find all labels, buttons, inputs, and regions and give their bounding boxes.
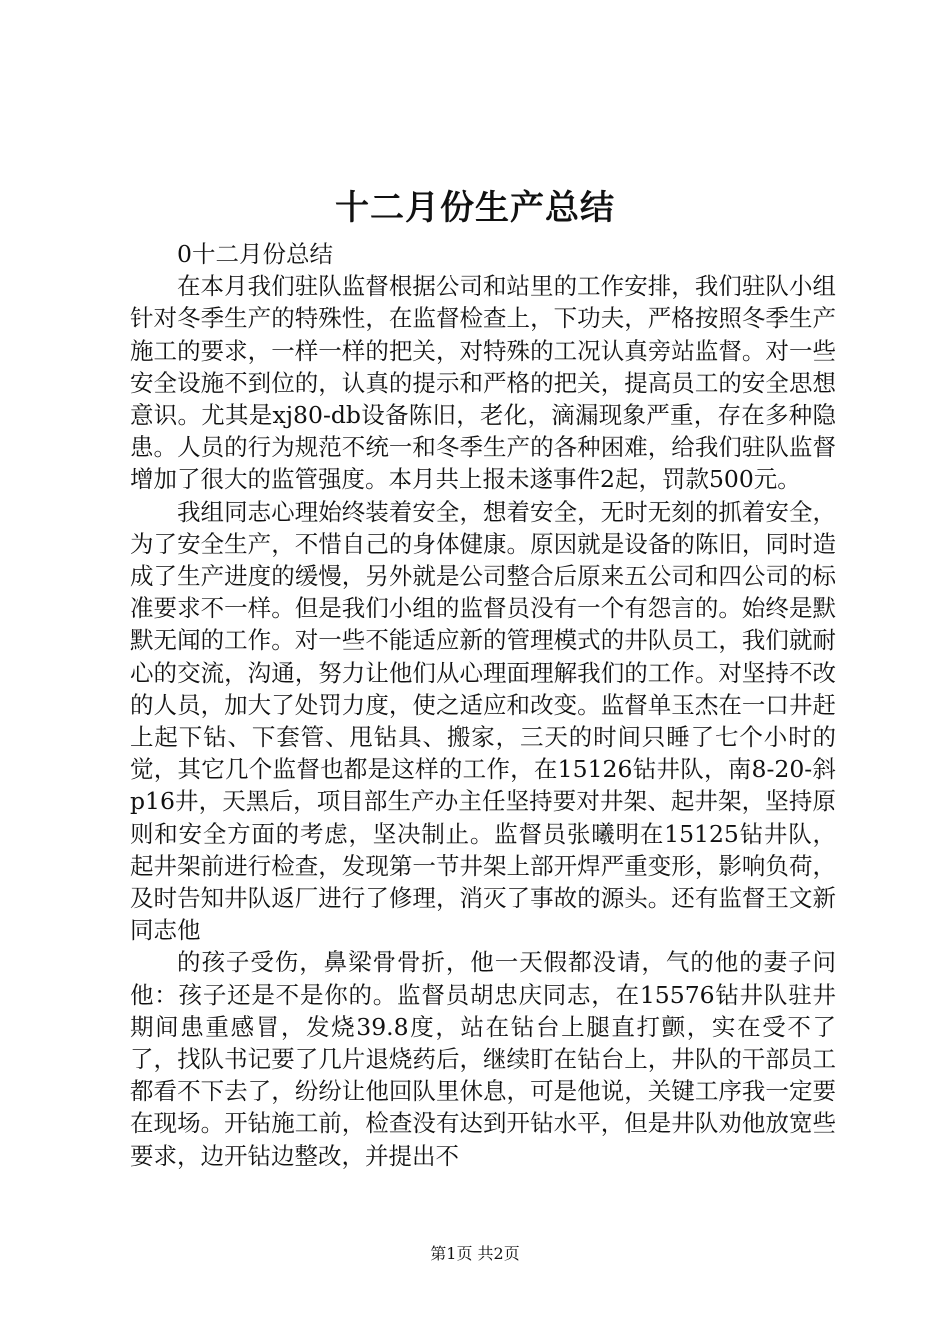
paragraph: 在本月我们驻队监督根据公司和站里的工作安排，我们驻队小组针对冬季生产的特殊性，在监督检查上，下功夫，严格按照冬季生产施工的要求，一样一样的把关，对特殊的工况认真旁站监督。对一些安全设施不到位的，认真的提示和严格的把关，提高员工的安全思想意识。尤其是xj80-db设备陈旧，老化，滴漏现象严重，存在多种隐患。人员的行为规范不统一和冬季生产的各种困难，给我们驻队监督增加了很大的监管强度。本月共上报未遂事件2起，罚款500元。 (130, 272, 836, 494)
paragraph-heading: 0十二月份总结 (177, 240, 333, 268)
document-body (130, 238, 836, 1172)
document-title: 十二月份生产总结 (335, 188, 615, 228)
page-number-footer: 第1页 共2页 (430, 1244, 520, 1263)
paragraph: 的孩子受伤，鼻梁骨骨折，他一天假都没请，气的他的妻子问他：孩子还是不是你的。监督员胡忠庆同志，在15576钻井队驻井期间患重感冒，发烧39.8度，站在钻台上腿直打颤，实在受不了了，找队书记要了几片退烧药后，继续盯在钻台上，井队的干部员工都看不下去了，纷纷让他回队里休息，可是他说，关键工序我一定要在现场。开钻施工前，检查没有达到开钻水平，但是井队劝他放宽些要求，边开钻边整改，并提出不 (130, 948, 836, 1170)
paragraph: 我组同志心理始终装着安全，想着安全，无时无刻的抓着安全，为了安全生产，不惜自己的身体健康。原因就是设备的陈旧，同时造成了生产进度的缓慢，另外就是公司整合后原来五公司和四公司的标准要求不一样。但是我们小组的监督员没有一个有怨言的。始终是默默无闻的工作。对一些不能适应新的管理模式的井队员工，我们就耐心的交流，沟通，努力让他们从心理面理解我们的工作。对坚持不改的人员，加大了处罚力度，使之适应和改变。监督单玉杰在一口井赶上起下钻、下套管、甩钻具、搬家，三天的时间只睡了七个小时的觉，其它几个监督也都是这样的工作，在15126钻井队，南8-20-斜p16井，天黑后，项目部生产办主任坚持要对井架、起井架，坚持原则和安全方面的考虑，坚决制止。监督员张曦明在15125钻井队，起井架前进行检查，发现第一节井架上部开焊严重变形，影响负荷，及时告知井队返厂进行了修理，消灭了事故的源头。还有监督王文新同志他 (130, 497, 836, 945)
